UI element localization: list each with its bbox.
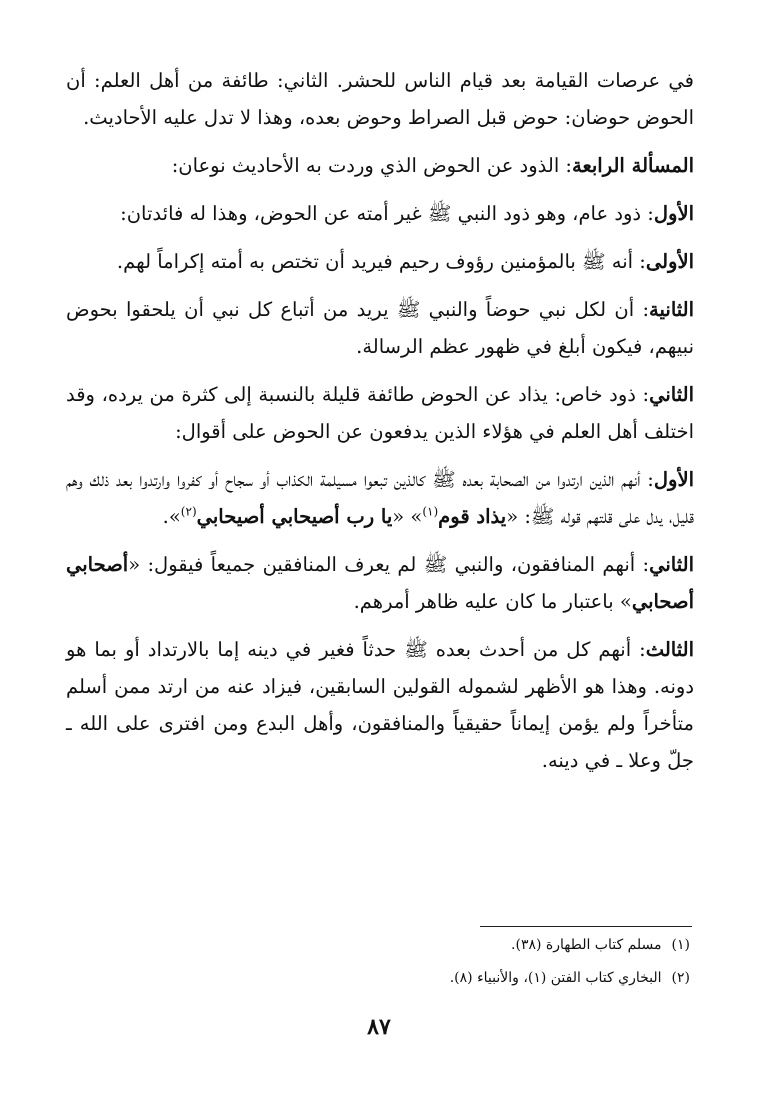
paragraph-heading: الأول — [653, 202, 694, 225]
paragraph-text: : ذود خاص: يذاد عن الحوض طائفة قليلة بالنسبة إلى كثرة من يرده، وقد اختلف أهل العلم في هؤلاء الذين يدفعون عن الحوض على أقوال: — [66, 383, 694, 443]
paragraph-heading: الثانية — [649, 298, 694, 321]
paragraph — [66, 291, 694, 365]
footnote-text: مسلم كتاب الطهارة (٣٨). — [511, 937, 662, 953]
paragraph-text: : أنهم الذين ارتدوا من الصحابة بعده ﷺ كالذين تبعوا مسيلمة الكذاب أو سجاح أو كفروا وارتدوا بعد ذلك وهم قليل، يدل على قلتهم قوله ﷺ: « — [66, 468, 694, 528]
paragraph-text: » باعتبار ما كان عليه ظاهر أمرهم. — [353, 590, 632, 613]
footnote-ref: (٢) — [180, 504, 197, 519]
paragraph-heading: الأول — [653, 468, 694, 491]
paragraph-heading: المسألة الرابعة — [572, 154, 694, 177]
paragraph-text: : أنهم المنافقون، والنبي ﷺ لم يعرف المنافقين جميعاً فيقول: « — [128, 553, 650, 576]
paragraph-text: ». — [162, 505, 181, 528]
hadith-quote: يا رب أصيحابي أصيحابي — [196, 505, 393, 528]
footnote-text: البخاري كتاب الفتن (١)، والأنبياء (٨). — [449, 970, 662, 986]
paragraph — [66, 376, 694, 450]
hadith-quote: يذاد قوم — [438, 505, 507, 528]
paragraph-text: : أن لكل نبي حوضاً والنبي ﷺ يريد من أتباع كل نبي أن يلحقوا بحوض نبيهم، فيكون أبلغ في ظهور عظم الرسالة. — [66, 298, 694, 358]
paragraph-heading: الثالث — [645, 638, 694, 661]
paragraph — [66, 62, 694, 136]
paragraph — [66, 147, 694, 184]
footnote-ref: (١) — [422, 504, 439, 519]
hadith-quote: أصحابي أصحابي — [66, 553, 694, 613]
paragraph — [66, 631, 694, 779]
paragraph — [66, 243, 694, 280]
paragraph-text: : الذود عن الحوض الذي وردت به الأحاديث نوعان: — [171, 154, 573, 177]
footnote — [511, 935, 690, 955]
paragraph-text: : أنه ﷺ بالمؤمنين رؤوف رحيم فيريد أن تختص به أمته إكراماً لهم. — [116, 250, 646, 273]
paragraph — [66, 546, 694, 620]
paragraph-text: : ذود عام، وهو ذود النبي ﷺ غير أمته عن الحوض، وهذا له فائدتان: — [120, 202, 654, 225]
paragraph — [66, 461, 694, 535]
footnote-number: (١) — [671, 937, 690, 953]
page-body — [66, 62, 694, 790]
paragraph-heading: الأولى — [645, 250, 694, 273]
paragraph-text: في عرصات القيامة بعد قيام الناس للحشر. الثاني: طائفة من أهل العلم: أن الحوض حوضان: حوض قبل الصراط وحوض بعده، وهذا لا تدل عليه الأحاديث. — [66, 69, 694, 129]
paragraph-heading: الثاني — [649, 553, 694, 576]
paragraph-text: » « — [392, 505, 423, 528]
paragraph-text: : أنهم كل من أحدث بعده ﷺ حدثاً فغير في دينه إما بالارتداد أو بما هو دونه. وهذا هو الأظهر لشموله القولين السابقين، فيزاد عنه من ارتد ممن أسلم متأخراً ولم يؤمن إيماناً حقيقياً والمنافقون، وأهل البدع ومن افترى على الله ـ جلّ وعلا ـ في دينه. — [66, 638, 694, 772]
footnote-number: (٢) — [671, 970, 690, 986]
paragraph — [66, 195, 694, 232]
footnote — [450, 968, 690, 988]
paragraph-heading: الثاني — [649, 383, 694, 406]
footnote-divider — [480, 926, 692, 927]
page-number: ٨٧ — [367, 1014, 391, 1040]
